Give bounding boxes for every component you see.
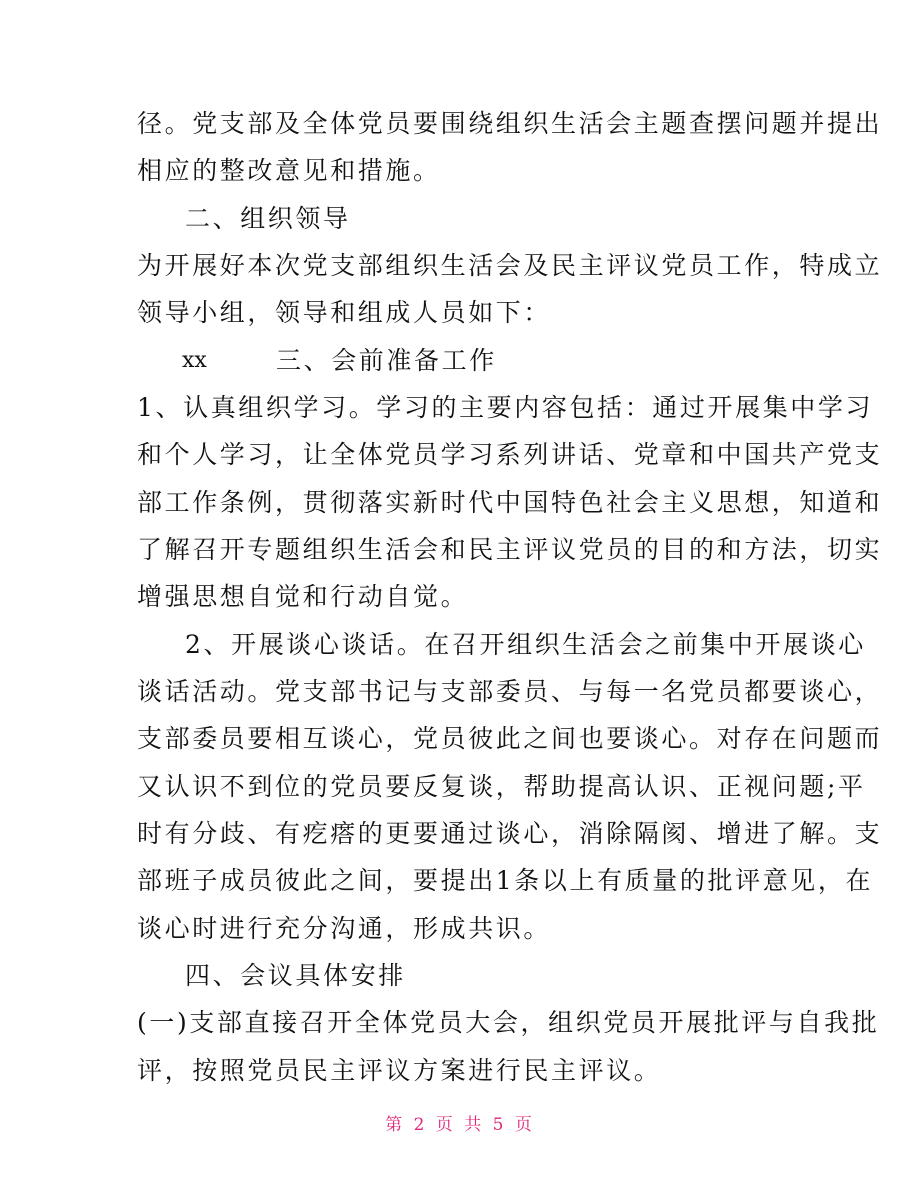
paragraph-line: 支部委员要相互谈心，党员彼此之间也要谈心。对存在问题而 — [137, 724, 883, 753]
paragraph-line: 相应的整改意见和措施。 — [137, 156, 441, 185]
paragraph-line: 又认识不到位的党员要反复谈，帮助提高认识、正视问题;平 — [137, 772, 866, 801]
paragraph-line: 谈话活动。党支部书记与支部委员、与每一名党员都要谈心， — [137, 677, 883, 706]
paragraph-line: 评，按照党员民主评议方案进行民主评议。 — [137, 1056, 662, 1085]
section-heading-preparation: 三、会前准备工作 — [276, 346, 497, 375]
section-heading-leadership: 二、组织领导 — [185, 204, 351, 233]
paragraph-line: 领导小组，领导和组成人员如下： — [137, 298, 552, 327]
paragraph-line: 和个人学习，让全体党员学习系列讲话、党章和中国共产党支 — [137, 440, 883, 469]
paragraph-line: 为开展好本次党支部组织生活会及民主评议党员工作，特成立 — [137, 251, 883, 280]
section-heading-arrangement: 四、会议具体安排 — [185, 961, 406, 990]
paragraph-line: 径。党支部及全体党员要围绕组织生活会主题查摆问题并提出 — [137, 109, 883, 138]
paragraph-line: 时有分歧、有疙瘩的更要通过谈心，消除隔阂、增进了解。支 — [137, 819, 883, 848]
page-indicator: 第 2 页 共 5 页 — [385, 1115, 535, 1135]
paragraph-line: 部班子成员彼此之间，要提出1条以上有质量的批评意见，在 — [137, 866, 874, 895]
paragraph-line: 了解召开专题组织生活会和民主评议党员的目的和方法，切实 — [137, 535, 883, 564]
paragraph-line: 1、认真组织学习。学习的主要内容包括：通过开展集中学习 — [137, 393, 874, 422]
paragraph-line: (一)支部直接召开全体党员大会，组织党员开展批评与自我批 — [137, 1008, 880, 1037]
paragraph-line: 2、开展谈心谈话。在召开组织生活会之前集中开展谈心 — [185, 630, 866, 659]
paragraph-line: 部工作条例，贯彻落实新时代中国特色社会主义思想，知道和 — [137, 488, 883, 517]
placeholder-xx: xx — [182, 348, 207, 373]
paragraph-line: 谈心时进行充分沟通，形成共识。 — [137, 914, 552, 943]
paragraph-line: 增强思想自觉和行动自觉。 — [137, 582, 469, 611]
